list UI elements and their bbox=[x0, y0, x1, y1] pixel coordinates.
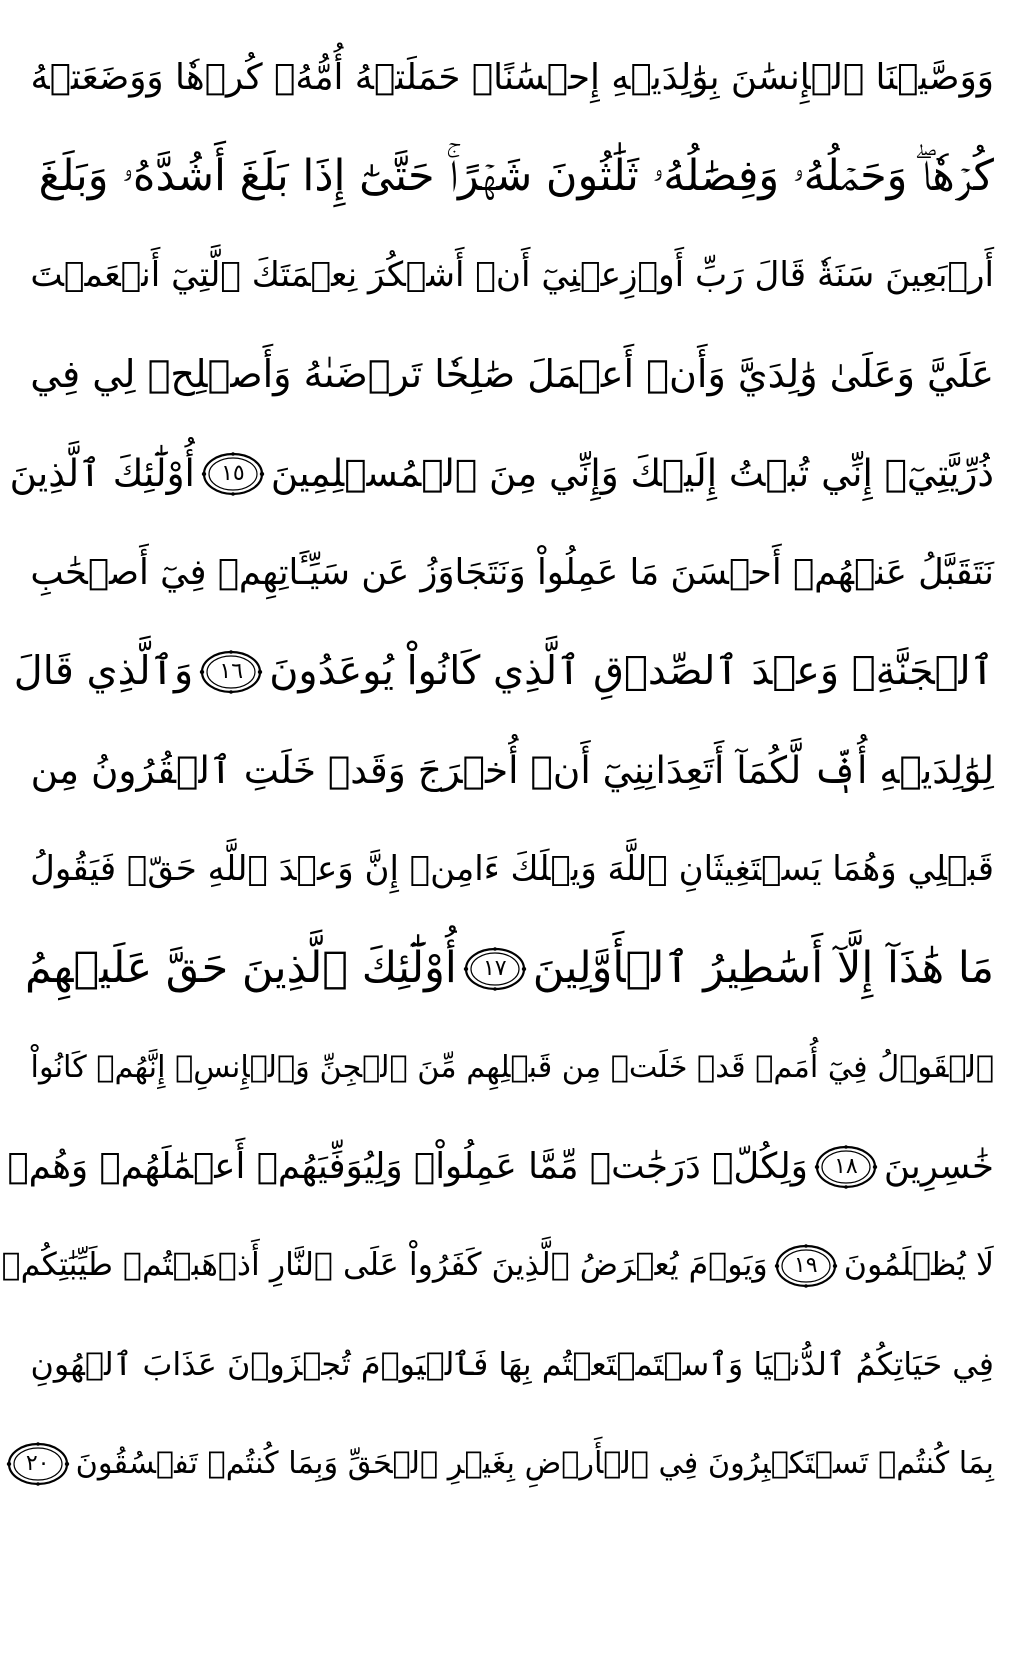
ayah-end-marker bbox=[201, 451, 265, 497]
ayah-number: ٢٠ bbox=[25, 1450, 50, 1476]
ayah-end-marker bbox=[6, 1441, 70, 1487]
ayah-number: ١٦ bbox=[219, 658, 244, 684]
verse-text: كُرۡهٗاۖ وَحَمۡلُهُۥ وَفِصَٰلُهُۥ ثَلَٰثُونَ شَهۡرًاۚ حَتَّىٰٓ إِذَا بَلَغَ أَشُدَّهُۥ وَبَلَغَ bbox=[38, 151, 994, 201]
verse-text: خَٰسِرِينَ bbox=[883, 1146, 994, 1187]
verse-text: عَلَيَّ وَعَلَىٰ وَٰلِدَيَّ وَأَنۡ أَعۡمَلَ صَٰلِحٗا تَرۡضَىٰهُ وَأَصۡلِحۡ لِي فِي bbox=[30, 352, 994, 396]
text-line-9 bbox=[30, 820, 994, 919]
verse-text: ذُرِّيَّتِيٓۖ إِنِّي تُبۡتُ إِلَيۡكَ وَإِنِّي مِنَ ٱلۡمُسۡلِمِينَ bbox=[270, 451, 994, 495]
text-line-1 bbox=[30, 28, 994, 127]
verse-text: مَا هَٰذَآ إِلَّآ أَسَٰطِيرُ ٱلۡأَوَّلِينَ bbox=[532, 943, 994, 993]
verse-text: فِي حَيَاتِكُمُ ٱلدُّنۡيَا وَٱسۡتَمۡتَعۡتُم بِهَا فَٱلۡيَوۡمَ تُجۡزَوۡنَ عَذَابَ ٱلۡهُونِ bbox=[30, 1345, 994, 1383]
ayah-end-marker bbox=[463, 946, 527, 992]
text-line-5 bbox=[9, 424, 994, 523]
verse-text: بِمَا كُنتُمۡ تَسۡتَكۡبِرُونَ فِي ٱلۡأَرۡضِ بِغَيۡرِ ٱلۡحَقِّ وَبِمَا كُنتُمۡ تَفۡسُقُونَ bbox=[75, 1446, 994, 1481]
text-line-6 bbox=[30, 523, 994, 622]
ayah-number: ١٥ bbox=[221, 460, 245, 486]
text-line-12 bbox=[7, 1117, 994, 1216]
verse-text: قَبۡلِي وَهُمَا يَسۡتَغِيثَانِ ٱللَّهَ وَيۡلَكَ ءَامِنۡ إِنَّ وَعۡدَ ٱللَّهِ حَقّٞ فَيَقُولُ bbox=[30, 849, 994, 889]
text-line-10 bbox=[25, 919, 994, 1018]
verse-text: ٱلۡقَوۡلُ فِيٓ أُمَمٖ قَدۡ خَلَتۡ مِن قَبۡلِهِم مِّنَ ٱلۡجِنِّ وَٱلۡإِنسِۖ إِنَّهُمۡ كَانُواْ bbox=[30, 1050, 994, 1085]
verse-text: لَا يُظۡلَمُونَ bbox=[843, 1247, 994, 1283]
verse-text: وَلِكُلّٖ دَرَجَٰتٞ مِّمَّا عَمِلُواْۖ وَلِيُوَفِّيَهُمۡ أَعۡمَٰلَهُمۡ وَهُمۡ bbox=[7, 1146, 808, 1187]
ayah-end-marker bbox=[814, 1144, 878, 1190]
verse-text: وَوَصَّيۡنَا ٱلۡإِنسَٰنَ بِوَٰلِدَيۡهِ إِحۡسَٰنًاۖ حَمَلَتۡهُ أُمُّهُۥ كُرۡهٗا وَوَضَعَتۡهُ bbox=[30, 57, 994, 98]
mushaf-page bbox=[1, 28, 994, 1628]
verse-text: ٱلۡجَنَّةِۖ وَعۡدَ ٱلصِّدۡقِ ٱلَّذِي كَانُواْ يُوعَدُونَ bbox=[269, 648, 994, 694]
verse-text: وَيَوۡمَ يُعۡرَضُ ٱلَّذِينَ كَفَرُواْ عَلَى ٱلنَّارِ أَذۡهَبۡتُمۡ طَيِّبَٰتِكُمۡ bbox=[1, 1247, 768, 1283]
verse-text: نَتَقَبَّلُ عَنۡهُمۡ أَحۡسَنَ مَا عَمِلُواْ وَنَتَجَاوَزُ عَن سَيِّـَٔاتِهِمۡ فِيٓ أَصۡحَٰبِ bbox=[30, 552, 994, 593]
text-line-15 bbox=[25, 1414, 994, 1513]
text-line-8 bbox=[30, 721, 994, 820]
text-line-13 bbox=[1, 1216, 994, 1315]
text-line-11 bbox=[30, 1018, 994, 1117]
text-line-4 bbox=[30, 325, 994, 424]
ayah-end-marker bbox=[199, 649, 263, 695]
text-line-7 bbox=[13, 622, 994, 721]
text-line-2 bbox=[30, 127, 994, 226]
verse-text: أَرۡبَعِينَ سَنَةٗ قَالَ رَبِّ أَوۡزِعۡنِيٓ أَنۡ أَشۡكُرَ نِعۡمَتَكَ ٱلَّتِيٓ أَنۡعَمۡتَ bbox=[30, 255, 994, 295]
ayah-number: ١٩ bbox=[793, 1252, 818, 1278]
verse-text: وَٱلَّذِي قَالَ bbox=[13, 648, 194, 694]
text-line-3 bbox=[30, 226, 994, 325]
verse-text: أُوْلَٰٓئِكَ ٱلَّذِينَ bbox=[9, 451, 195, 495]
verse-text: لِوَٰلِدَيۡهِ أُفّٖ لَّكُمَآ أَتَعِدَانِنِيٓ أَنۡ أُخۡرَجَ وَقَدۡ خَلَتِ ٱلۡقُرُونُ مِن bbox=[30, 748, 994, 792]
ayah-number: ١٨ bbox=[834, 1153, 858, 1179]
ayah-end-marker bbox=[774, 1243, 838, 1289]
verse-text: أُوْلَٰٓئِكَ ٱلَّذِينَ حَقَّ عَلَيۡهِمُ bbox=[25, 943, 457, 993]
text-line-14 bbox=[30, 1315, 994, 1414]
ayah-number: ١٧ bbox=[482, 955, 507, 981]
